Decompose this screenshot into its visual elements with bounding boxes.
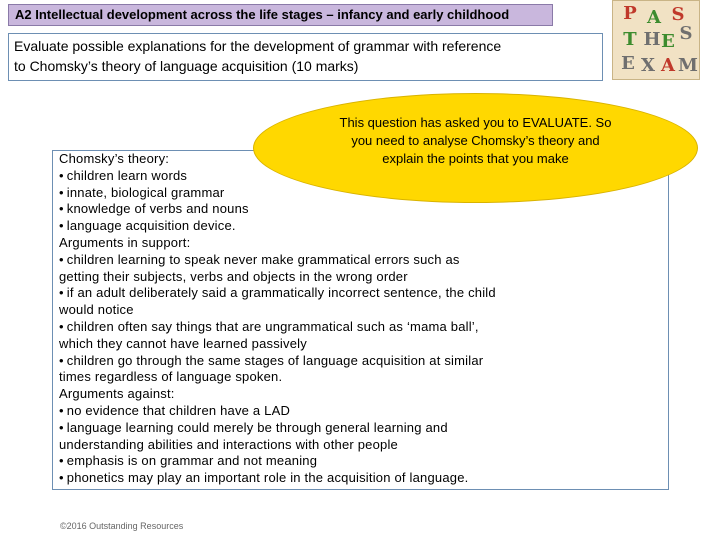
bullet: • (59, 201, 64, 217)
list-item-text: children learning to speak never make grammatical errors such as (66, 251, 460, 267)
list-item-continuation: which they cannot have learned passively (59, 335, 307, 351)
bullet: • (59, 352, 64, 368)
bullet: • (59, 218, 64, 234)
list-item-text: innate, biological grammar (66, 184, 225, 200)
list-item (59, 453, 662, 470)
list-item (59, 353, 662, 370)
question-box (8, 33, 603, 81)
support-heading: Arguments in support: (59, 234, 191, 250)
list-item-text: language acquisition device. (66, 218, 236, 234)
list-item-continuation: getting their subjects, verbs and objects in the wrong order (59, 268, 408, 284)
list-item (59, 319, 662, 336)
list-item (59, 201, 662, 218)
list-item-text: language learning could merely be through general learning and (66, 419, 448, 435)
logo-tile: M (678, 55, 698, 76)
list-item-text: no evidence that children have a LAD (66, 402, 291, 418)
list-item-text: emphasis is on grammar and not meaning (66, 453, 318, 469)
list-item-text: phonetics may play an important role in the acquisition of language. (66, 470, 469, 486)
list-item-text: knowledge of verbs and nouns (66, 201, 249, 217)
list-item-text: children go through the same stages of language acquisition at similar (66, 352, 484, 368)
list-item (59, 403, 662, 420)
logo-tile: A (661, 55, 675, 76)
bullet: • (59, 167, 64, 183)
callout-line-1: This question has asked you to EVALUATE. So (339, 115, 612, 130)
list-item (59, 218, 662, 235)
logo-tile: A (647, 7, 661, 28)
model-answer-box (52, 150, 669, 490)
list-item (59, 252, 662, 269)
list-item-continuation: would notice (59, 302, 134, 318)
list-item-continuation: understanding abilities and interactions with other people (59, 436, 398, 452)
logo-tile: S (679, 23, 693, 44)
list-item (59, 470, 662, 487)
callout-line-2: you need to analyse Chomsky’s theory and (351, 133, 600, 148)
bullet: • (59, 184, 64, 200)
logo-tile: X (641, 55, 655, 76)
logo-tile: T (623, 29, 637, 50)
question-line-1: Evaluate possible explanations for the development of grammar with reference (14, 38, 502, 54)
against-heading: Arguments against: (59, 386, 175, 402)
bullet: • (59, 251, 64, 267)
page-title: A2 Intellectual development across the life stages – infancy and early childhood (8, 4, 553, 26)
bullet: • (59, 453, 64, 469)
theory-heading: Chomsky’s theory: (59, 151, 170, 166)
question-line-2: to Chomsky’s theory of language acquisition (10 marks) (14, 58, 359, 74)
bullet: • (59, 402, 64, 418)
list-item-text: children learn words (66, 167, 188, 183)
copyright-footer: ©2016 Outstanding Resources (60, 521, 184, 531)
callout-line-3: explain the points that you make (382, 151, 569, 166)
list-item-text: if an adult deliberately said a grammatically incorrect sentence, the child (66, 285, 496, 301)
evaluate-callout (253, 93, 698, 203)
bullet: • (59, 419, 64, 435)
list-item-continuation: times regardless of language spoken. (59, 369, 283, 385)
bullet: • (59, 470, 64, 486)
logo-tile: P (623, 3, 637, 24)
list-item-text: children often say things that are ungrammatical such as ‘mama ball’, (66, 318, 479, 334)
bullet: • (59, 285, 64, 301)
logo-tile: E (661, 31, 675, 52)
logo-tile: E (621, 53, 635, 74)
list-item (59, 420, 662, 437)
bullet: • (59, 318, 64, 334)
logo-tile: S (671, 4, 685, 25)
pass-the-exam-logo (612, 0, 700, 80)
logo-tile: H (643, 29, 661, 50)
list-item (59, 285, 662, 302)
